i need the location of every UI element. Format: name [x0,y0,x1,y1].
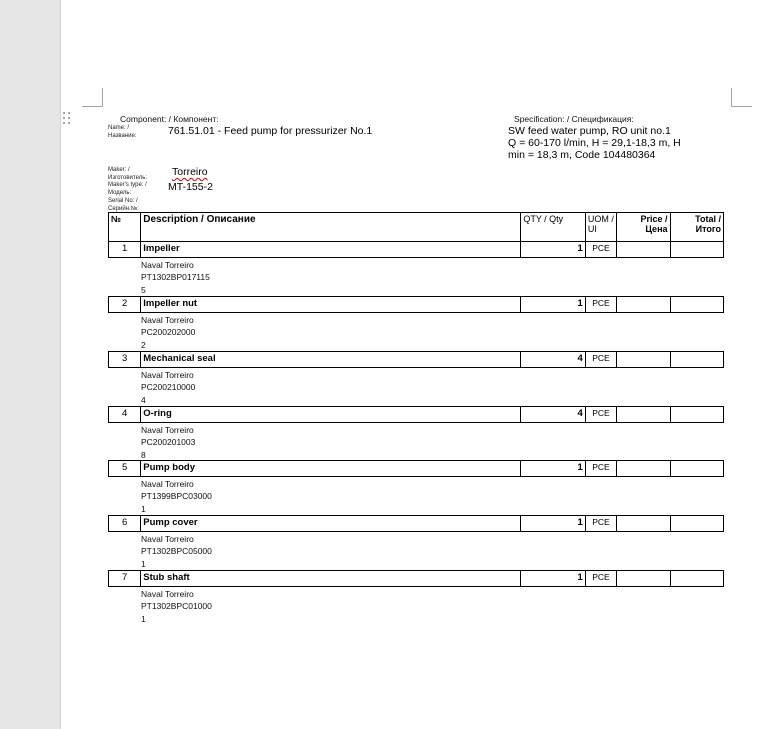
row-code: PT1399BPC03000 [141,491,212,502]
row-total [670,242,723,258]
row-code: PC200202000 [141,327,196,338]
row-qty: 1 [521,461,586,477]
maker-label: Maker: / Изготовитель: [108,167,147,181]
row-price [617,297,670,313]
row-maker: Naval Torreiro [141,370,194,380]
row-note: 2 [141,339,146,350]
row-price [617,516,670,532]
row-description: O-ring [141,407,521,423]
table-row [108,241,724,258]
spec-line: SW feed water pump, RO unit no.1 [508,125,671,137]
row-code: PT1302BPC01000 [141,601,212,612]
row-no: 1 [109,242,141,258]
spec-line: min = 18,3 m, Code 104480364 [508,149,656,161]
row-description: Pump cover [141,516,521,532]
row-description: Stub shaft [141,571,521,587]
header-total: Total / Итого [670,213,723,242]
row-maker: Naval Torreiro [141,534,194,544]
row-price [617,352,670,368]
table-row [108,351,724,368]
row-qty: 1 [521,297,586,313]
spec-line: Q = 60-170 l/min, H = 29,1-18,3 m, H [508,137,681,149]
model-value: MT-155-2 [168,181,213,193]
table-row [108,460,724,477]
table-row [108,406,724,423]
row-uom: PCE [585,461,616,477]
header-description: Description / Описание [141,213,521,242]
component-label: Component: / Компонент: [120,114,219,124]
model-label: Maker's type: / Модель: [108,182,147,196]
header-uom: UOM / UI [585,213,616,242]
row-qty: 4 [521,352,586,368]
row-details [141,259,210,296]
row-note: 5 [141,284,146,295]
crop-mark-top-left [82,88,103,107]
row-no: 6 [109,516,141,532]
row-total [670,461,723,477]
header-qty: QTY / Qty [521,213,586,242]
row-details [141,478,212,515]
row-maker: Naval Torreiro [141,260,194,270]
document-page [60,0,778,729]
table-header [108,212,724,242]
row-maker: Naval Torreiro [141,479,194,489]
row-note: 1 [141,613,146,624]
row-uom: PCE [585,407,616,423]
row-total [670,516,723,532]
name-value: 761.51.01 - Feed pump for pressurizer No.1 [168,125,373,137]
row-details [141,588,212,625]
table-row [108,515,724,532]
row-no: 7 [109,571,141,587]
row-code: PC200210000 [141,382,196,393]
header-price: Price / Цена [617,213,670,242]
row-uom: PCE [585,571,616,587]
row-details [141,424,195,461]
row-total [670,571,723,587]
row-no: 5 [109,461,141,477]
name-label: Name: / Название: [108,125,137,139]
row-qty: 1 [521,242,586,258]
row-details [141,369,195,406]
row-qty: 4 [521,407,586,423]
row-note: 1 [141,558,146,569]
row-price [617,407,670,423]
row-code: PC200201003 [141,437,196,448]
row-price [617,242,670,258]
row-description: Pump body [141,461,521,477]
row-code: PT1302BPC05000 [141,546,212,557]
row-description: Impeller nut [141,297,521,313]
table-row [108,570,724,587]
row-note: 4 [141,394,146,405]
row-price [617,461,670,477]
row-description: Mechanical seal [141,352,521,368]
maker-value: Torreiro [172,166,208,178]
row-total [670,297,723,313]
header-no: № [109,213,141,242]
table-row [108,296,724,313]
row-details [141,314,195,351]
serial-label: Serial No: / Серийн.№: [108,198,139,212]
row-note: 1 [141,503,146,514]
row-price [617,571,670,587]
row-note: 8 [141,449,146,460]
row-details [141,533,212,570]
row-no: 4 [109,407,141,423]
row-total [670,407,723,423]
row-code: PT1302BP017115 [141,272,210,283]
row-maker: Naval Torreiro [141,589,194,599]
row-no: 3 [109,352,141,368]
row-uom: PCE [585,352,616,368]
row-uom: PCE [585,516,616,532]
crop-mark-top-right [731,88,752,107]
row-total [670,352,723,368]
row-maker: Naval Torreiro [141,425,194,435]
row-qty: 1 [521,516,586,532]
row-uom: PCE [585,242,616,258]
row-qty: 1 [521,571,586,587]
row-no: 2 [109,297,141,313]
spec-value [508,125,738,161]
spec-label: Specification: / Спецификация: [514,114,634,124]
row-maker: Naval Torreiro [141,315,194,325]
table-move-handle-icon[interactable] [63,112,72,126]
row-uom: PCE [585,297,616,313]
row-description: Impeller [141,242,521,258]
